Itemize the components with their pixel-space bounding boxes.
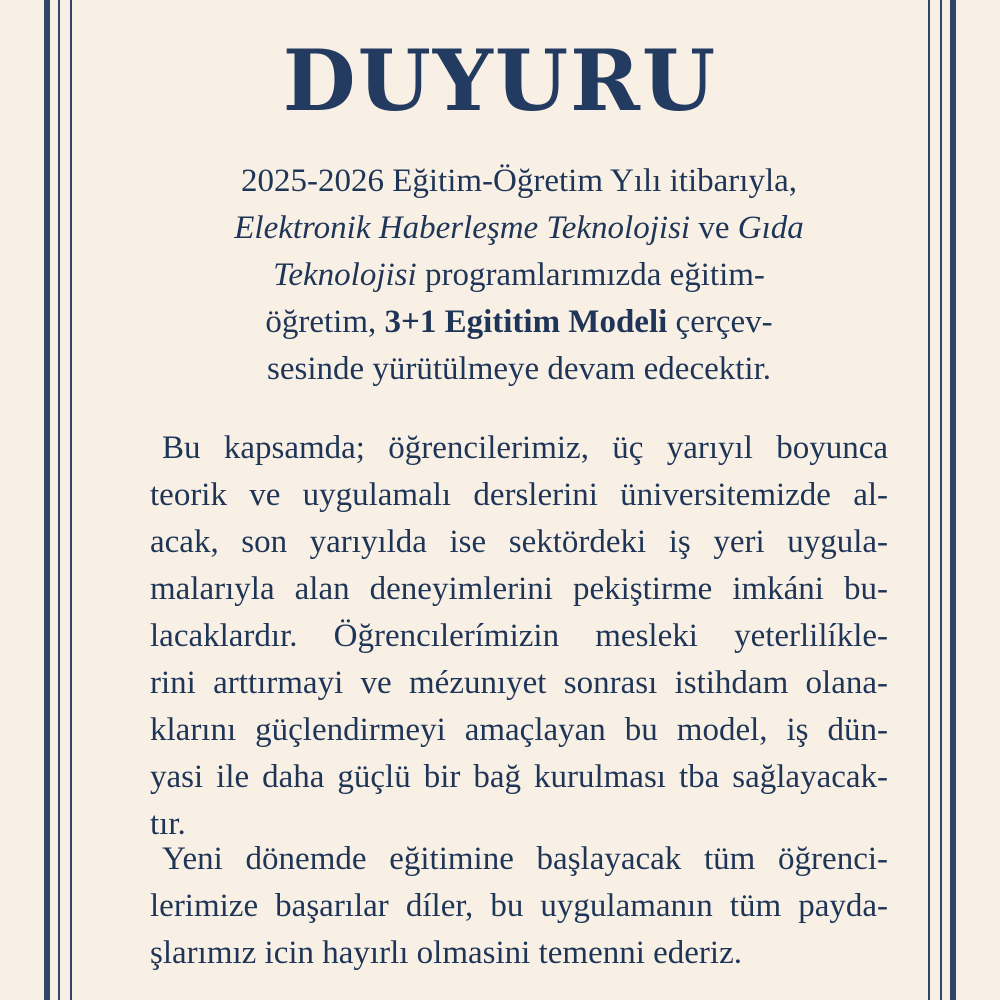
paragraph-intro	[150, 158, 888, 393]
closing-line: lerimize başarılar díler, bu uygulamanın tüm payda-	[150, 888, 888, 924]
details-line: malarıyla alan deneyimlerini pekiştirme imkáni bu-	[150, 571, 888, 607]
details-line: lacaklardır. Öğrencılerímizin mesleki yeterlilíkle-	[150, 618, 888, 654]
details-line: teorik ve uygulamalı derslerini üniversitemizde al-	[150, 477, 888, 513]
details-line: rini arttırmayi ve mézunıyet sonrası istihdam olana-	[150, 665, 888, 701]
details-line: klarını güçlendirmeyi amaçlayan bu model, iş dün-	[150, 712, 888, 748]
paragraph-closing	[150, 836, 888, 977]
intro-line-5: sesinde yürütülmeye devam edecektir.	[267, 351, 771, 387]
intro-line-4	[150, 299, 888, 346]
intro-line-2-conj: ve	[690, 210, 738, 246]
education-model-name: 3+1 Egititim Modeli	[384, 304, 668, 340]
details-line: Bu kapsamda; öğrencilerimiz, üç yarıyıl boyunca	[162, 430, 888, 466]
intro-line-3	[150, 252, 888, 299]
intro-line-4-start: öğretim,	[265, 304, 385, 340]
program-name-food-part1: Gıda	[737, 210, 804, 246]
intro-line-3-rest: programlarımızda eğitim-	[416, 257, 765, 293]
closing-line: şlarımız icin hayırlı olmasini temenni ederiz.	[150, 935, 742, 971]
closing-line: Yeni dönemde eğitimine başlayacak tüm öğrenci-	[162, 841, 888, 877]
details-line: tır.	[150, 806, 186, 842]
intro-line-2	[150, 205, 888, 252]
intro-line-1: 2025-2026 Eğitim-Öğretim Yılı itibarıyla,	[240, 163, 798, 199]
program-name-food-part2: Teknolojisi	[273, 257, 417, 293]
intro-line-4-end: çerçev-	[667, 304, 773, 340]
announcement-title: DUYURU	[282, 31, 718, 130]
paragraph-details	[150, 425, 888, 848]
details-line: yasi ile daha güçlü bir bağ kurulması tba sağlayacak-	[150, 759, 888, 795]
details-line: acak, son yarıyılda ise sektördeki iş yeri uygula-	[150, 524, 888, 560]
program-name-electronics: Elektronik Haberleşme Teknolojisi	[234, 210, 691, 246]
